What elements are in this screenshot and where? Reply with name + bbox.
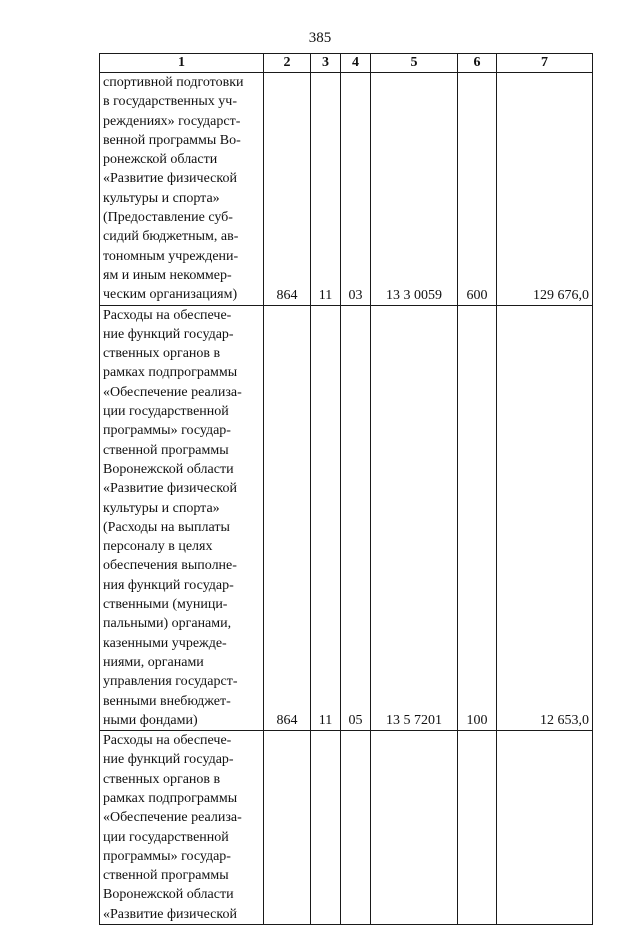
expense-type-code xyxy=(458,731,497,925)
description-line: спортивной подготовки xyxy=(103,75,244,90)
department-code xyxy=(264,731,311,925)
section-code xyxy=(311,731,341,925)
description-line: ям и иным некоммер- xyxy=(103,267,232,283)
amount-value xyxy=(497,731,593,925)
header-row xyxy=(100,54,593,73)
row-description xyxy=(100,73,264,306)
header-col-3: 3 xyxy=(311,54,341,73)
description-line: (Расходы на выплаты xyxy=(103,519,230,535)
subsection-code: 05 xyxy=(341,305,371,731)
description-line: персоналу в целях xyxy=(103,539,213,555)
row-description xyxy=(100,305,264,731)
amount-value: 129 676,0 xyxy=(497,73,593,306)
description-line: Расходы на обеспече- xyxy=(103,733,232,749)
description-line: рамках подпрограммы xyxy=(103,790,238,806)
description-line: культуры и спорта» xyxy=(103,190,220,206)
description-line: ческим организациям) xyxy=(103,287,238,303)
table-body xyxy=(100,73,593,925)
description-line: обеспечения выполне- xyxy=(103,558,237,574)
description-line: «Развитие физической xyxy=(103,481,237,497)
description-line: ными фондами) xyxy=(103,712,198,728)
description-line: венными внебюджет- xyxy=(103,693,231,709)
target-article-code: 13 3 0059 xyxy=(371,73,458,306)
description-line: «Развитие физической xyxy=(103,171,237,187)
description-line: ственных органов в xyxy=(103,771,221,787)
header-col-7: 7 xyxy=(497,54,593,73)
description-line: ственной программы xyxy=(103,442,229,458)
header-col-2: 2 xyxy=(264,54,311,73)
description-line: Воронежской области xyxy=(103,887,234,903)
description-line: ния функций государ- xyxy=(103,577,234,593)
header-col-6: 6 xyxy=(458,54,497,73)
description-line: ниями, органами xyxy=(103,654,204,670)
description-line: ции государственной xyxy=(103,829,229,845)
description-line: «Развитие физической xyxy=(103,906,237,922)
description-line: (Предоставление суб- xyxy=(103,210,233,226)
amount-value: 12 653,0 xyxy=(497,305,593,731)
description-line: ронежской области xyxy=(103,152,218,168)
table-row xyxy=(100,731,593,925)
description-line: реждениях» государст- xyxy=(103,113,241,129)
description-line: венной программы Во- xyxy=(103,132,241,148)
department-code: 864 xyxy=(264,73,311,306)
description-line: Воронежской области xyxy=(103,461,234,477)
header-col-4: 4 xyxy=(341,54,371,73)
description-line: «Обеспечение реализа- xyxy=(103,384,242,400)
department-code: 864 xyxy=(264,305,311,731)
page-number: 385 xyxy=(308,30,332,46)
description-line: ние функций государ- xyxy=(103,752,234,768)
header-col-5: 5 xyxy=(371,54,458,73)
expense-type-code: 100 xyxy=(458,305,497,731)
target-article-code xyxy=(371,731,458,925)
description-line: ние функций государ- xyxy=(103,326,234,342)
table-row xyxy=(100,305,593,731)
description-line: программы» государ- xyxy=(103,423,231,439)
budget-table xyxy=(99,53,593,925)
description-line: тономным учреждени- xyxy=(103,248,239,264)
description-line: пальными) органами, xyxy=(103,616,232,632)
target-article-code: 13 5 7201 xyxy=(371,305,458,731)
header-col-1: 1 xyxy=(100,54,264,73)
subsection-code xyxy=(341,731,371,925)
description-line: рамках подпрограммы xyxy=(103,365,238,381)
description-line: Расходы на обеспече- xyxy=(103,307,232,323)
description-line: ции государственной xyxy=(103,404,229,420)
row-description xyxy=(100,731,264,925)
description-line: управления государст- xyxy=(103,674,238,690)
expense-type-code: 600 xyxy=(458,73,497,306)
description-line: «Обеспечение реализа- xyxy=(103,810,242,826)
description-line: программы» государ- xyxy=(103,848,231,864)
description-line: ственных органов в xyxy=(103,346,221,362)
section-code: 11 xyxy=(311,305,341,731)
section-code: 11 xyxy=(311,73,341,306)
description-line: сидий бюджетным, ав- xyxy=(103,229,239,245)
table-row xyxy=(100,73,593,306)
description-line: казенными учрежде- xyxy=(103,635,227,651)
description-line: в государственных уч- xyxy=(103,94,238,110)
description-line: ственными (муници- xyxy=(103,597,228,613)
description-line: культуры и спорта» xyxy=(103,500,220,516)
description-line: ственной программы xyxy=(103,868,229,884)
subsection-code: 03 xyxy=(341,73,371,306)
